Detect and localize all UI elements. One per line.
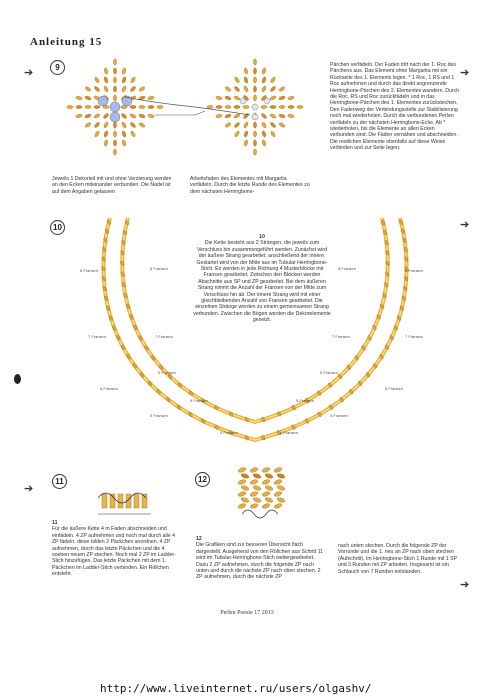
seed-bead bbox=[139, 105, 145, 108]
step-number-10: 10 bbox=[50, 220, 65, 235]
seed-bead bbox=[243, 113, 250, 120]
herringbone-bead bbox=[265, 497, 274, 503]
seed-bead bbox=[67, 105, 73, 108]
seed-bead bbox=[234, 76, 240, 83]
seed-bead bbox=[233, 113, 240, 119]
page-header: Anleitung 15 bbox=[30, 36, 103, 48]
label-7-fransen: 7 Fransen bbox=[332, 334, 351, 339]
margarita-bead bbox=[98, 96, 108, 106]
seed-bead bbox=[130, 105, 136, 108]
seed-bead bbox=[225, 105, 231, 108]
herringbone-bead bbox=[265, 473, 274, 479]
seed-bead bbox=[234, 130, 240, 137]
step11-label: 11 bbox=[52, 520, 58, 526]
seed-bead bbox=[233, 95, 240, 101]
seed-bead bbox=[253, 149, 256, 155]
seed-bead bbox=[103, 76, 108, 83]
seed-bead bbox=[113, 149, 116, 155]
label-4-fransen: 4 Fransen bbox=[220, 430, 239, 435]
seed-bead bbox=[76, 114, 83, 119]
seed-bead bbox=[93, 113, 100, 119]
seed-bead bbox=[253, 59, 256, 65]
seed-bead bbox=[148, 96, 155, 101]
step11-body: Für die äußere Kette 4 m Faden abschneiden und einfädeln. 4 ZP aufnehmen und noch mal durch alle 4 ZP fädeln, diese bilden 2 Päckchen anordnen. 4 ZP aufnehmen, durch das letzte Päckchen und die 4 soeben neuen ZP stechen. Noch mal 2 ZP im Ladder-Stich hinzufügen. Das letzte Päckchen mit dem 1. Päckchen im Ladder-Stich verbinden. Ein Röllchen entsteht. bbox=[52, 526, 176, 578]
step12-text bbox=[196, 536, 324, 581]
label-7-fransen: 7 Fransen bbox=[88, 334, 107, 339]
seed-bead bbox=[243, 121, 249, 128]
seed-bead bbox=[138, 113, 145, 118]
ladder-stitch-beads bbox=[102, 494, 147, 508]
watermark-url: http://www.liveinternet.ru/users/olgashv/ bbox=[100, 682, 372, 695]
seed-bead bbox=[103, 130, 108, 137]
herringbone-bead bbox=[241, 497, 250, 503]
beaded-diamond-right bbox=[207, 59, 303, 155]
seed-bead bbox=[129, 113, 136, 119]
seed-bead bbox=[269, 95, 276, 101]
seed-bead bbox=[253, 140, 256, 146]
margarita-bead bbox=[252, 104, 258, 110]
seed-bead bbox=[121, 130, 126, 137]
seed-bead bbox=[130, 122, 137, 129]
herringbone-bead bbox=[274, 491, 283, 497]
label-6-fransen: 6 Fransen bbox=[385, 386, 404, 391]
herringbone-bead bbox=[262, 491, 271, 497]
seed-bead bbox=[261, 113, 268, 120]
seed-bead bbox=[270, 130, 276, 137]
seed-bead bbox=[113, 95, 116, 101]
step10-text bbox=[193, 234, 331, 324]
seed-bead bbox=[103, 113, 110, 120]
tubular-herringbone-beads bbox=[238, 467, 286, 509]
seed-bead bbox=[121, 85, 127, 92]
seed-bead bbox=[234, 105, 240, 108]
seed-bead bbox=[121, 121, 127, 128]
step12-body: Die Grafiken sind zur besseren Übersicht flach dargestellt. Ausgehend von den Röllchen aus Schritt 11 wird im Tubular-Herringbone-Stich weitergearbeitet. Dazu 2 ZP aufnehmen, durch die folgende ZP nach unten und durch die nächste ZP nach oben stechen. 2 ZP aufnehmen, durch die nächste ZP bbox=[196, 542, 324, 581]
seed-bead bbox=[279, 105, 285, 108]
label-8-fransen: 8 Fransen bbox=[150, 266, 169, 271]
seed-bead bbox=[244, 68, 249, 75]
label-5-fransen: 5 Fransen bbox=[190, 398, 209, 403]
seed-bead bbox=[278, 122, 285, 128]
seed-bead bbox=[253, 122, 256, 128]
margarita-bead bbox=[240, 98, 246, 104]
seed-bead bbox=[243, 130, 248, 137]
seed-bead bbox=[243, 105, 249, 108]
herringbone-bead bbox=[277, 497, 286, 503]
seed-bead bbox=[216, 105, 222, 108]
seed-bead bbox=[148, 105, 154, 108]
step-number-12: 12 bbox=[195, 472, 210, 487]
seed-bead bbox=[207, 105, 213, 108]
herringbone-bead bbox=[238, 503, 247, 509]
label-5-fransen: 5 Fransen bbox=[150, 413, 169, 418]
seed-bead bbox=[270, 86, 277, 93]
seed-bead bbox=[122, 140, 127, 147]
seed-bead bbox=[261, 105, 267, 108]
herringbone-bead bbox=[250, 491, 259, 497]
step10-title: 10 bbox=[259, 234, 265, 240]
seed-bead bbox=[253, 131, 256, 137]
seed-bead bbox=[113, 68, 116, 74]
seed-bead bbox=[84, 113, 91, 118]
seed-bead bbox=[94, 76, 100, 83]
seed-bead bbox=[121, 76, 126, 83]
seed-bead bbox=[121, 113, 128, 120]
label-6-fransen: 6 Fransen bbox=[320, 370, 339, 375]
arrow-right-icon: ➔ bbox=[24, 67, 34, 79]
seed-bead bbox=[270, 105, 276, 108]
step9-caption-a: Jeweils 1 Dekorteil mit und ohne Verzierung werden an den Ecken miteinander verbunden. Die Nadel ist auf dem Angaben gelassen bbox=[52, 176, 172, 195]
seed-bead bbox=[94, 122, 101, 129]
seed-bead bbox=[130, 86, 137, 93]
seed-bead bbox=[261, 85, 267, 92]
seed-bead bbox=[94, 130, 100, 137]
herringbone-bead bbox=[253, 485, 262, 491]
seed-bead bbox=[138, 86, 145, 92]
seed-bead bbox=[261, 76, 266, 83]
herringbone-bead bbox=[277, 485, 286, 491]
herringbone-bead bbox=[250, 467, 259, 473]
seed-bead bbox=[103, 85, 109, 92]
arrow-right-icon: ➔ bbox=[24, 483, 34, 495]
seed-bead bbox=[84, 86, 91, 92]
seed-bead bbox=[113, 122, 116, 128]
arrow-right-icon: ➔ bbox=[460, 579, 470, 591]
seed-bead bbox=[278, 86, 285, 92]
seed-bead bbox=[224, 95, 231, 100]
seed-bead bbox=[104, 68, 109, 75]
herringbone-bead bbox=[262, 479, 271, 485]
herringbone-bead bbox=[262, 503, 271, 509]
herringbone-bead bbox=[274, 503, 283, 509]
step-number-9: 9 bbox=[50, 60, 65, 75]
step12-diagram bbox=[236, 466, 296, 538]
arrow-right-icon: ➔ bbox=[460, 67, 470, 79]
seed-bead bbox=[270, 122, 277, 129]
seed-bead bbox=[269, 113, 276, 119]
herringbone-bead bbox=[253, 497, 262, 503]
step11-text bbox=[52, 520, 182, 578]
seed-bead bbox=[288, 96, 295, 101]
seed-bead bbox=[216, 96, 223, 101]
seed-bead bbox=[76, 105, 82, 108]
seed-bead bbox=[278, 95, 285, 100]
herringbone-bead bbox=[250, 503, 259, 509]
seed-bead bbox=[94, 86, 101, 93]
cylinder-bead bbox=[102, 494, 107, 508]
margin-dot bbox=[14, 374, 21, 384]
seed-bead bbox=[157, 105, 163, 108]
label-5-fransen: 5 Fransen bbox=[330, 413, 349, 418]
step12-text-b: nach unten stechen. Durch die folgende ZP der Vorrunde und die 1. neu an ZP nach oben stechen (Aufschritt). Im Herringbone-Stich 1 Runde mit 1 SP und 3 Runden mit ZP arbeiten. Insgesamt ist ein Schlauch von 7 Runden entstanden. bbox=[338, 543, 457, 575]
seed-bead bbox=[262, 68, 267, 75]
seed-bead bbox=[130, 76, 136, 83]
seed-bead bbox=[113, 77, 116, 83]
margarita-bead bbox=[110, 112, 120, 122]
step9-diagram bbox=[55, 55, 315, 175]
seed-bead bbox=[138, 122, 145, 128]
seed-bead bbox=[253, 95, 256, 101]
step10-body: Die Kette besteht aus 2 Strängen, die jeweils zum Verschluss hin zusammengeführt werden. Zunächst wird der äußere Strang gearbeitet, anschließend der innere. Gestartet wird von der Mitte aus im Tubular Herringbone-Stich. Es werden in jede Richtung 4 Musterblöcke mit Fransen gearbeitet. Zwischen den Blöcken werden Abschnitte aus SP und ZP gearbeitet. Bei dem äußeren Strang nimmt die Anzahl der Fransen von der Mitte zum Verschluss hin ab. Der innere Strang wird mit einer gleichbleibenden Anzahl von Fransen gearbeitet. Die einzelnen Stränge werden zu einem gemeinsamen Strang verbunden. Zwischen die Bögen werden die Dekorelemente gesetzt. bbox=[193, 240, 331, 324]
step-number-11: 11 bbox=[52, 474, 67, 489]
arrow-right-icon: ➔ bbox=[460, 219, 470, 231]
seed-bead bbox=[288, 105, 294, 108]
label-4-fransen: 4 Fransen bbox=[280, 430, 299, 435]
herringbone-bead bbox=[250, 479, 259, 485]
beaded-diamond-left bbox=[67, 59, 163, 155]
herringbone-bead bbox=[274, 479, 283, 485]
thread-path bbox=[155, 111, 205, 115]
thread-path bbox=[242, 510, 278, 518]
seed-bead bbox=[148, 114, 155, 119]
seed-bead bbox=[103, 121, 109, 128]
label-8-fransen: 8 Fransen bbox=[338, 266, 357, 271]
seed-bead bbox=[113, 140, 116, 146]
margarita-bead bbox=[264, 98, 270, 104]
label-6-fransen: 6 Fransen bbox=[100, 386, 119, 391]
seed-bead bbox=[297, 105, 303, 108]
herringbone-bead bbox=[241, 473, 250, 479]
seed-bead bbox=[244, 140, 249, 147]
herringbone-bead bbox=[238, 467, 247, 473]
seed-bead bbox=[234, 122, 241, 129]
margarita-bead bbox=[110, 102, 120, 112]
seed-bead bbox=[224, 113, 231, 118]
seed-bead bbox=[243, 85, 249, 92]
seed-bead bbox=[104, 140, 109, 147]
label-7-fransen: 7 Fransen bbox=[405, 334, 424, 339]
seed-bead bbox=[76, 96, 83, 101]
herringbone-bead bbox=[238, 479, 247, 485]
seed-bead bbox=[288, 114, 295, 119]
seed-bead bbox=[113, 86, 116, 92]
step12-label: 12 bbox=[196, 536, 202, 542]
seed-bead bbox=[84, 95, 91, 100]
herringbone-bead bbox=[238, 491, 247, 497]
label-7-fransen: 7 Fransen bbox=[155, 334, 174, 339]
seed-bead bbox=[113, 131, 116, 137]
seed-bead bbox=[94, 105, 100, 108]
seed-bead bbox=[122, 68, 127, 75]
label-6-fransen: 6 Fransen bbox=[158, 370, 177, 375]
seed-bead bbox=[113, 59, 116, 65]
seed-bead bbox=[130, 130, 136, 137]
step9-caption-b: Arbeitsfaden des Elementes mit Margarita verfädeln. Durch die letzte Runde des Elementes zu dem nächsten Herringbone- bbox=[190, 176, 310, 195]
seed-bead bbox=[224, 86, 231, 92]
seed-bead bbox=[261, 121, 267, 128]
seed-bead bbox=[261, 130, 266, 137]
cylinder-bead bbox=[134, 494, 139, 508]
herringbone-bead bbox=[274, 467, 283, 473]
seed-bead bbox=[262, 140, 267, 147]
herringbone-bead bbox=[241, 485, 250, 491]
step9-right-text: Pärchen verfädeln. Der Faden tritt nach der 1. Roc des Pärchens aus. Das Element ohne Margarita mit ein Rückseite des 1. Elements legen. * 1 Roc, 1 RS und 1 Roc aufnehmen und durch das direkt angrenzende Herringbone-Pärchen des 2. Elementes wandern. Durch die Roc, RS und Roc zurückfädeln und in das Herringbone-Pärchen des 1. Elementes zurückstechen. Den Fadenweg der Verbindungsstelle zur Stabilisierung noch mal wiederholen. Durch die verbundenen Perlen verfädeln zu der nächsten Herringbone-Ecke. Ab * wiederholen, bis die Elemente an allen Ecken verbunden sind. Die Fäden vernähen und abschneiden. Die restlichen Elemente ebenfalls auf diese Weise verbinden und zur Seite legen. bbox=[330, 62, 460, 152]
label-8-fransen: 8 Fransen bbox=[80, 268, 99, 273]
cylinder-bead bbox=[118, 494, 123, 508]
margarita-bead bbox=[252, 114, 258, 120]
seed-bead bbox=[253, 77, 256, 83]
label-5-fransen: 5 Fransen bbox=[296, 398, 315, 403]
seed-bead bbox=[278, 113, 285, 118]
herringbone-bead bbox=[253, 473, 262, 479]
seed-bead bbox=[216, 114, 223, 119]
herringbone-bead bbox=[277, 473, 286, 479]
herringbone-bead bbox=[262, 467, 271, 473]
seed-bead bbox=[234, 86, 241, 93]
page-footer: Perlen Poesie 17 2013 bbox=[220, 610, 274, 616]
label-8-fransen: 8 Fransen bbox=[405, 268, 424, 273]
seed-bead bbox=[243, 76, 248, 83]
seed-bead bbox=[224, 122, 231, 128]
herringbone-bead bbox=[265, 485, 274, 491]
seed-bead bbox=[253, 86, 256, 92]
seed-bead bbox=[270, 76, 276, 83]
seed-bead bbox=[253, 68, 256, 74]
seed-bead bbox=[84, 122, 91, 128]
seed-bead bbox=[85, 105, 91, 108]
